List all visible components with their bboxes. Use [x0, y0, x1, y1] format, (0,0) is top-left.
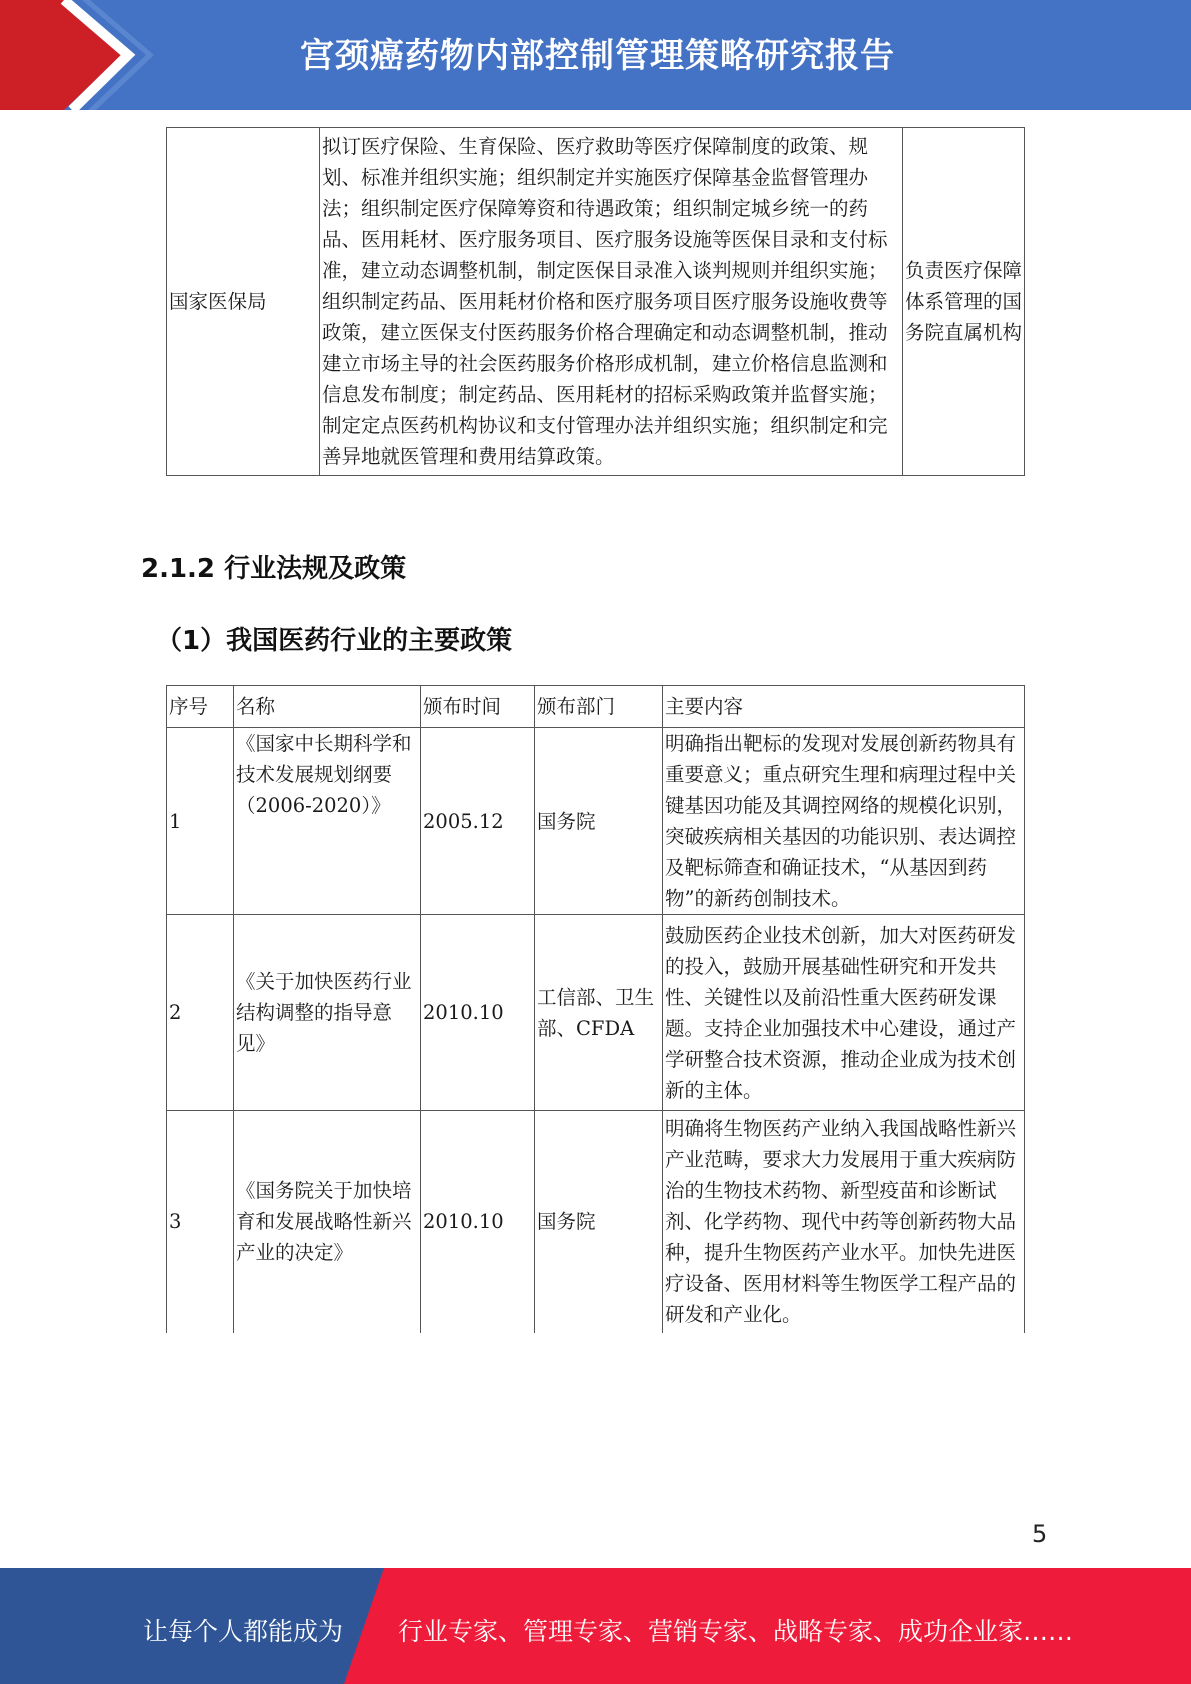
org-nature-cell: 负责医疗保障体系管理的国务院直属机构 [903, 128, 1025, 476]
table-row [167, 128, 1025, 476]
org-table [166, 127, 1025, 476]
header-cell-dept: 颁布部门 [535, 686, 663, 728]
row-content: 明确指出靶标的发现对发展创新药物具有重要意义；重点研究生理和病理过程中关键基因功能及其调控网络的规模化识别，突破疾病相关基因的功能识别、表达调控及靶标筛查和确证技术，“从基因到药物”的新药创制技术。 [663, 728, 1025, 915]
row-name: 《国务院关于加快培育和发展战略性新兴产业的决定》 [234, 1111, 421, 1333]
row-no: 2 [167, 915, 234, 1111]
row-dept: 工信部、卫生部、CFDA [535, 915, 663, 1111]
footer-slogan-right: 行业专家、管理专家、营销专家、战略专家、成功企业家…… [398, 1617, 1074, 1646]
table-header-row [167, 686, 1025, 728]
row-dept: 国务院 [535, 728, 663, 915]
page-number: 5 [1032, 1520, 1048, 1548]
subsection-heading: （1）我国医药行业的主要政策 [156, 626, 513, 656]
row-no: 1 [167, 728, 234, 915]
table-row [167, 915, 1025, 1111]
footer-slogan-left: 让每个人都能成为 [143, 1617, 344, 1646]
org-duties-cell: 拟订医疗保险、生育保险、医疗救助等医疗保障制度的政策、规划、标准并组织实施；组织制定并实施医疗保障基金监督管理办法；组织制定医疗保障筹资和待遇政策；组织制定城乡统一的药品、医用耗材、医疗服务项目、医疗服务设施等医保目录和支付标准，建立动态调整机制，制定医保目录准入谈判规则并组织实施；组织制定药品、医用耗材价格和医疗服务项目医疗服务设施收费等政策，建立医保支付医药服务价格合理确定和动态调整机制，推动建立市场主导的社会医药服务价格形成机制，建立价格信息监测和信息发布制度；制定药品、医用耗材的招标采购政策并监督实施；制定定点医药机构协议和支付管理办法并组织实施；组织制定和完善异地就医管理和费用结算政策。 [320, 128, 903, 476]
page-header [0, 0, 1191, 110]
org-name-cell: 国家医保局 [167, 128, 320, 476]
policy-table [166, 685, 1025, 1333]
row-content: 鼓励医药企业技术创新，加大对医药研发的投入，鼓励开展基础性研究和开发共性、关键性以及前沿性重大医药研发课题。支持企业加强技术中心建设，通过产学研整合技术资源，推动企业成为技术创新的主体。 [663, 915, 1025, 1111]
header-title: 宫颈癌药物内部控制管理策略研究报告 [300, 36, 895, 76]
row-date: 2005.12 [421, 728, 535, 915]
row-name: 《国家中长期科学和技术发展规划纲要（2006-2020）》 [234, 728, 421, 915]
table-row [167, 728, 1025, 915]
header-cell-name: 名称 [234, 686, 421, 728]
table-row [167, 1111, 1025, 1333]
row-date: 2010.10 [421, 1111, 535, 1333]
row-dept: 国务院 [535, 1111, 663, 1333]
row-no: 3 [167, 1111, 234, 1333]
header-cell-date: 颁布时间 [421, 686, 535, 728]
header-cell-no: 序号 [167, 686, 234, 728]
header-cell-content: 主要内容 [663, 686, 1025, 728]
row-name: 《关于加快医药行业结构调整的指导意见》 [234, 915, 421, 1111]
section-heading: 2.1.2 行业法规及政策 [141, 554, 407, 584]
row-content: 明确将生物医药产业纳入我国战略性新兴产业范畴，要求大力发展用于重大疾病防治的生物技术药物、新型疫苗和诊断试剂、化学药物、现代中药等创新药物大品种，提升生物医药产业水平。加快先进医疗设备、医用材料等生物医学工程产品的研发和产业化。 [663, 1111, 1025, 1333]
page-footer [0, 1568, 1191, 1684]
row-date: 2010.10 [421, 915, 535, 1111]
